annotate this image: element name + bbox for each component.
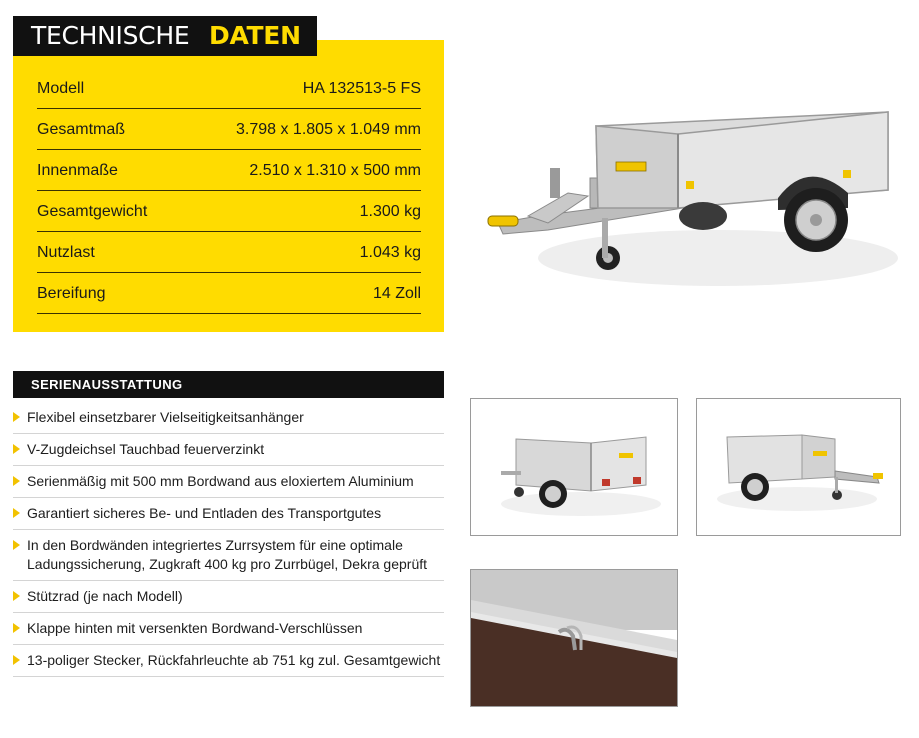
spec-label: Nutzlast (37, 244, 95, 261)
spec-row-payload (37, 232, 421, 273)
spec-row-inner-size (37, 150, 421, 191)
bullet-arrow-icon (13, 591, 20, 601)
list-item (13, 466, 444, 498)
spec-label: Gesamtgewicht (37, 203, 148, 220)
list-item (13, 581, 444, 613)
list-item (13, 613, 444, 645)
spec-row-tires (37, 273, 421, 314)
features-heading (13, 371, 444, 398)
feature-text: Stützrad (je nach Modell) (27, 588, 183, 604)
heading-part-1: TECHNISCHE (31, 21, 190, 50)
spec-label: Modell (37, 80, 85, 97)
spec-label: Innenmaße (37, 162, 118, 179)
feature-text: Flexibel einsetzbarer Vielseitigkeitsanhänger (27, 409, 304, 425)
spec-row-total-weight (37, 191, 421, 232)
spec-row-model (37, 68, 421, 109)
spec-label: Bereifung (37, 285, 106, 302)
features-title: SERIENAUSSTATTUNG (31, 377, 183, 392)
spec-value: 3.798 x 1.805 x 1.049 mm (236, 121, 421, 138)
feature-text: 13-poliger Stecker, Rückfahrleuchte ab 751 kg zul. Gesamtgewicht (27, 652, 441, 668)
spec-value: 14 Zoll (372, 285, 421, 302)
feature-text: Klappe hinten mit versenkten Bordwand-Verschlüssen (27, 620, 363, 636)
spec-value: 1.043 kg (359, 244, 421, 261)
list-item (13, 434, 444, 466)
bullet-arrow-icon (13, 655, 20, 665)
gallery-thumbnail-rear-view[interactable] (470, 398, 678, 536)
feature-list (13, 402, 444, 677)
trailer-rear-image (471, 399, 677, 535)
spec-value: 1.300 kg (359, 203, 421, 220)
bullet-arrow-icon (13, 412, 20, 422)
feature-text: In den Bordwänden integriertes Zurrsystem für eine optimale Ladungssicherung, Zugkraft 400 kg pro Zurrbügel, Dekra geprüft (27, 537, 428, 572)
spec-row-total-size (37, 109, 421, 150)
spec-value: 2.510 x 1.310 x 500 mm (249, 162, 421, 179)
gallery-thumbnail-lashing-detail[interactable] (470, 569, 678, 707)
bullet-arrow-icon (13, 540, 20, 550)
spec-label: Gesamtmaß (37, 121, 126, 138)
trailer-side-image (697, 399, 900, 535)
bullet-arrow-icon (13, 444, 20, 454)
feature-text: V-Zugdeichsel Tauchbad feuerverzinkt (27, 441, 265, 457)
list-item (13, 530, 444, 581)
gallery-thumbnail-side-view[interactable] (696, 398, 901, 536)
heading-part-2: DATEN (209, 21, 301, 50)
lashing-bracket-image (471, 570, 677, 706)
spec-value: HA 132513-5 FS (302, 80, 421, 97)
feature-text: Serienmäßig mit 500 mm Bordwand aus eloxiertem Aluminium (27, 473, 414, 489)
trailer-main-image (478, 98, 898, 298)
bullet-arrow-icon (13, 623, 20, 633)
bullet-arrow-icon (13, 508, 20, 518)
list-item (13, 402, 444, 434)
technical-data-panel (13, 40, 444, 332)
list-item (13, 498, 444, 530)
list-item (13, 645, 444, 677)
technical-data-heading (13, 16, 317, 56)
feature-text: Garantiert sicheres Be- und Entladen des Transportgutes (27, 505, 382, 521)
bullet-arrow-icon (13, 476, 20, 486)
